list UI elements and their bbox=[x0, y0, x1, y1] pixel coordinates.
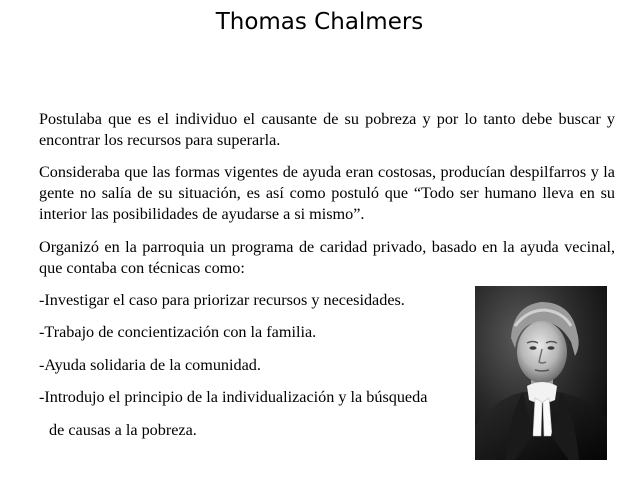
paragraph-parish-program: Organizó en la parroquia un programa de caridad privado, basado en la ayuda vecinal, que contaba con técnicas como: bbox=[39, 238, 615, 277]
technique-item-continuation: de causas a la pobreza. bbox=[49, 421, 197, 439]
portrait-image bbox=[475, 286, 607, 460]
technique-item: -Investigar el caso para priorizar recursos y necesidades. bbox=[39, 291, 405, 309]
technique-item: -Ayuda solidaria de la comunidad. bbox=[39, 356, 261, 374]
slide-title: Thomas Chalmers bbox=[215, 9, 424, 35]
technique-item: -Trabajo de concientización con la familia. bbox=[39, 323, 317, 341]
paragraph-aid-critique: Consideraba que las formas vigentes de ayuda eran costosas, producían despilfarros y la gente no salía de su situación, es así como postuló que “Todo ser humano lleva en su interior las posibilidades de ayudarse a si mismo”. bbox=[39, 163, 615, 223]
portrait-drawing bbox=[475, 286, 607, 460]
paragraph-individual-responsibility: Postulaba que es el individuo el causante de su pobreza y por lo tanto debe buscar y encontrar los recursos para superarla. bbox=[39, 110, 615, 149]
technique-item: -Introdujo el principio de la individualización y la búsqueda bbox=[39, 388, 428, 406]
